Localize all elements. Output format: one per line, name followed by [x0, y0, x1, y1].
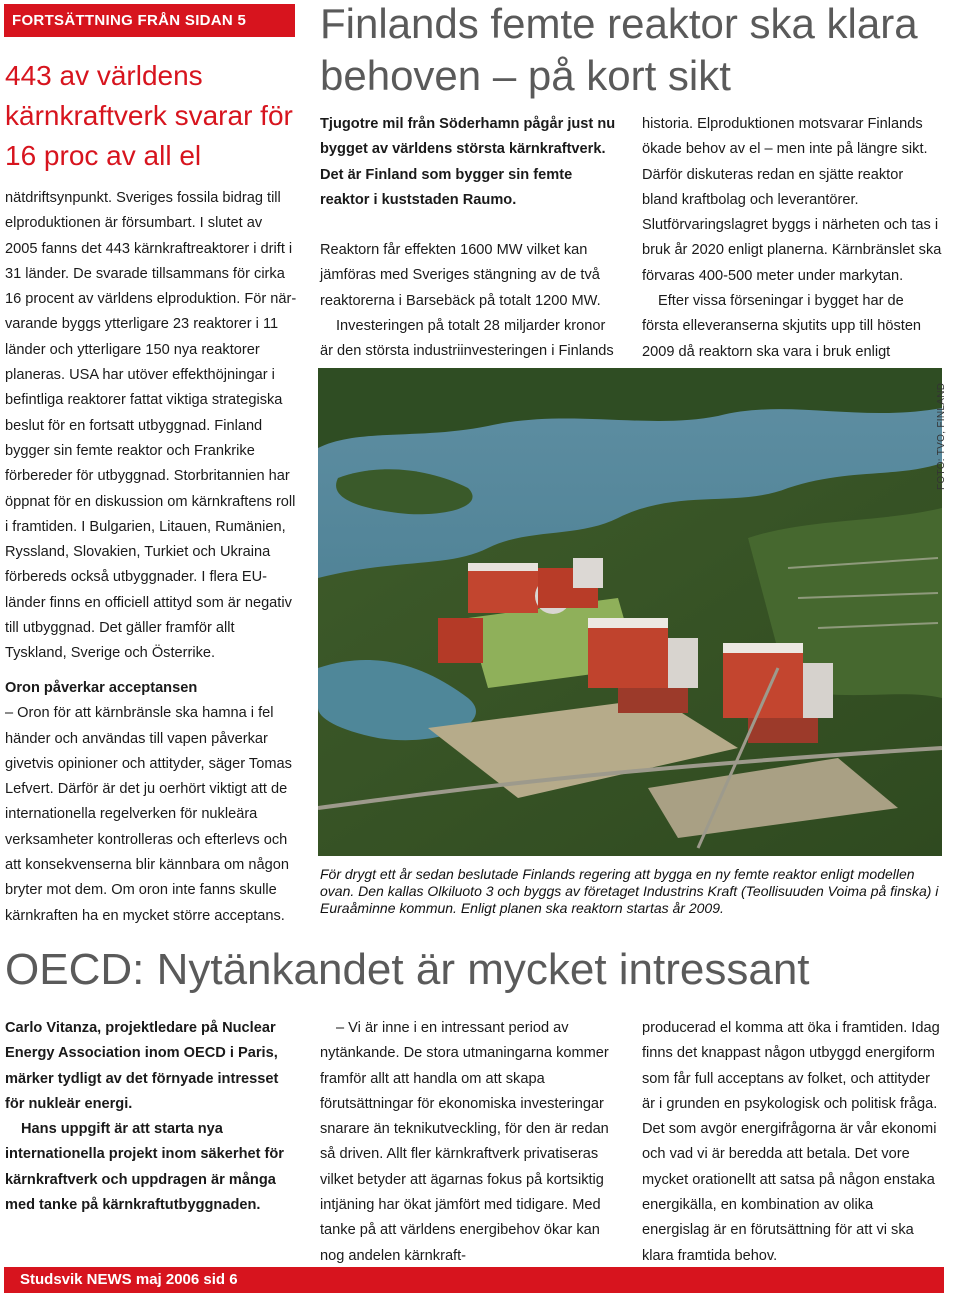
- reactor-paragraph: Efter vissa förseningar i bygget har de första elleveranserna skjutits upp till hösten 2009 då reaktorn ska vara i bruk enligt: [642, 293, 922, 360]
- reactor-article-headline: Finlands femte reaktor ska klara behoven – på kort sikt: [320, 0, 918, 99]
- continued-banner: FORTSÄTTNING FRÅN SIDAN 5: [4, 4, 295, 37]
- oecd-article-headline: OECD: Nytänkandet är mycket intressant: [5, 945, 810, 994]
- reactor-paragraph: Reaktorn får effekten 1600 MW vilket kan jämföras med Sveriges stängning av de två reaktorerna i Barsebäck på totalt 1200 MW.: [320, 242, 601, 309]
- oron-subheading: Oron påverkar acceptansen: [5, 680, 198, 696]
- oron-paragraph: – Oron för att kärnbränsle ska hamna i fel händer och användas till vapen påverkar givetvis opinioner och attityder, säger Tomas Lefvert. Därför är det ju oerhört viktigt att de internationella regelverken för nukleära verksamheter kontrolleras och efterlevs och att konsekvenserna blir kännbara om någon bryter mot dem. Om oron inte fanns skulle kärnkraften ha en mycket större acceptans.: [5, 705, 292, 924]
- left-article-body: [5, 186, 297, 667]
- reactor-article-col2: [642, 112, 942, 390]
- photo-credit-text: FOTO: TVO, FINLAND: [936, 382, 947, 490]
- oecd-article-col2: [320, 1016, 620, 1269]
- left-article-headline: 443 av världens kärnkraftverk svarar för 16 proc av all el: [5, 60, 293, 171]
- photo-caption: För drygt ett år sedan beslutade Finlands regering att bygga en ny femte reaktor enligt modellen ovan. Den kallas Olkiluoto 3 och byggs av företaget Industrins Kraft (Teollisuuden Voima på finska) i Euraåminne kommun. Enligt planen ska reaktorn startas år 2009.: [320, 866, 939, 916]
- oecd-lead-paragraph: Carlo Vitanza, projektledare på Nuclear Energy Association inom OECD i Paris, märker tydligt av det förnyade intresset för nukleär energi.: [5, 1020, 279, 1112]
- oecd-article-col1: [5, 1016, 297, 1218]
- reactor-paragraph: Investeringen på totalt 28 miljarder kronor är den största industriinvesteringen i Finlands: [320, 318, 614, 360]
- oecd-article-col3: [642, 1016, 942, 1269]
- left-article-paragraph: nätdriftsynpunkt. Sveriges fossila bidrag till elproduktionen är försumbart. I slutet av 2005 fanns det 443 kärnkraftreaktorer i drift i 31 länder. De svarade tillsammans för cirka 16 procent av världens elproduktion. För när-varande byggs ytterligare 23 reaktorer i 11 länder och ytterligare 150 nya reaktorer planeras. USA har utöver effekthöjningar i befintliga reaktorer fattat viktiga strategiska beslut för en fortsatt utbyggnad. Finland bygger sin femte reaktor och Frankrike förbereder för utbyggnad. Storbritannien har öppnat för en diskussion om kärnkraftens roll i framtiden. I Bulgarien, Litauen, Rumänien, Ryssland, Slovakien, Turkiet och Ukraina förbereds också utbyggnader. I flera EU-länder finns en officiell attityd som är negativ till utbyggnad. Det gäller framför allt Tyskland, Sverige och Österrike.: [5, 190, 297, 662]
- oecd-paragraph: producerad el komma att öka i framtiden. Idag finns det knappast någon utbyggd energiform som får full acceptans av folket, och attityder är i grunden en psykologisk och politisk fråga. Det som avgör energifrågorna är vår ekonomi och vad vi är beredda att betala. Det vore mycket orationellt att satsa på någon enstaka energikälla, en kombination av olika energislag är en förutsättning för att vi ska klara framtida behov.: [642, 1020, 940, 1264]
- oecd-paragraph: – Vi är inne i en intressant period av nytänkande. De stora utmaningarna kommer framför allt att handla om att skapa förutsättningar för ekonomiska investeringar snarare än teknikutveckling, för den är redan så driven. Allt fler kärnkraftverk privatiseras vilket betyder att ägarnas fokus på kortsiktig intjäning har ökat jämfört med tidigare. Med tanke på att världens energibehov ökar kan nog andelen kärnkraft-: [320, 1020, 609, 1264]
- reactor-lead-paragraph: Tjugotre mil från Söderhamn pågår just nu bygget av världens största kärnkraftverk. Det är Finland som bygger sin femte reaktor i kuststaden Raumo.: [320, 116, 616, 208]
- reactor-article-col1: [320, 112, 620, 365]
- footer-bar: [4, 1267, 944, 1293]
- photo-credit: [936, 380, 950, 490]
- reactor-aerial-photo: [318, 368, 942, 856]
- oron-section: [5, 676, 297, 929]
- oecd-lead-paragraph: Hans uppgift är att starta nya internationella projekt inom säkerhet för kärnkraftverk och uppdragen är många med tanke på kärnkraftutbyggnaden.: [5, 1121, 284, 1214]
- reactor-paragraph: historia. Elproduktionen motsvarar Finlands ökade behov av el – men inte på längre sikt. Därför diskuteras redan en sjätte reaktor bland kraftbolag och leverantörer. Slutförvaringslagret byggs i närheten och tas i bruk år 2020 enligt planerna. Kärnbränslet ska förvaras 400-500 meter under markytan.: [642, 116, 942, 284]
- footer-page-label: Studsvik NEWS maj 2006 sid 6: [20, 1271, 238, 1288]
